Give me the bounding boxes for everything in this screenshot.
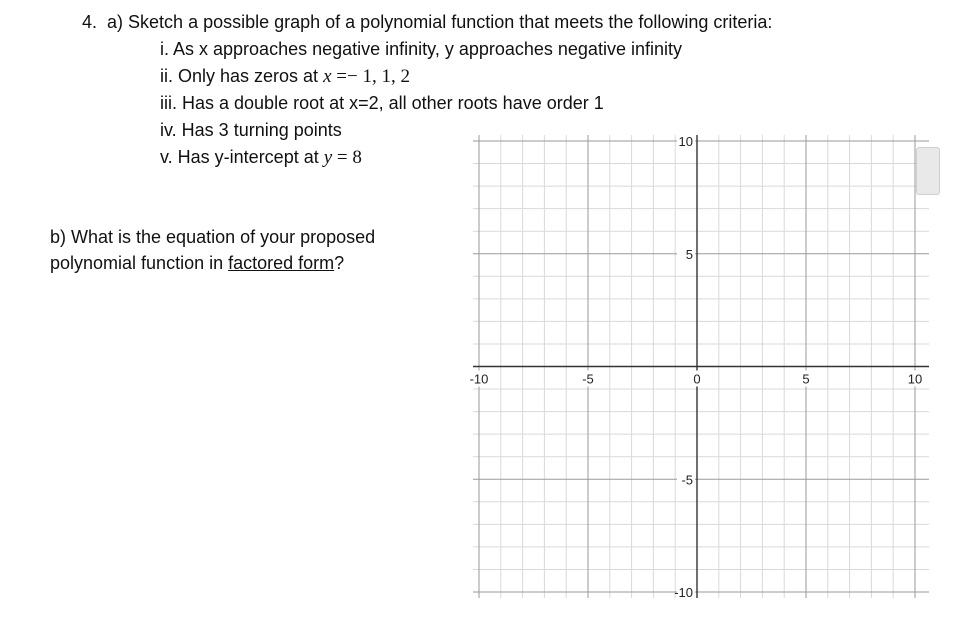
part-a-prompt: a) Sketch a possible graph of a polynomial function that meets the following criteria: bbox=[107, 12, 773, 32]
criterion-v-value: = 8 bbox=[332, 147, 362, 168]
y-tick-label: 10 bbox=[678, 134, 693, 149]
scrollbar-thumb[interactable] bbox=[916, 147, 940, 195]
question-number: 4. bbox=[82, 12, 98, 32]
criterion-i: i. As x approaches negative infinity, y approaches negative infinity bbox=[160, 39, 682, 59]
criterion-v-variable: y bbox=[323, 147, 333, 168]
criterion-iv: iv. Has 3 turning points bbox=[160, 120, 342, 140]
x-tick-label: 10 bbox=[907, 371, 923, 387]
x-tick-label: -5 bbox=[582, 371, 594, 387]
x-tick-label: -10 bbox=[469, 371, 489, 387]
x-tick-label: 5 bbox=[802, 371, 810, 387]
part-b-question-mark: ? bbox=[334, 253, 345, 273]
factored-form-link[interactable]: factored form bbox=[228, 253, 335, 273]
criterion-ii-variable: x bbox=[323, 66, 332, 87]
part-b-line-1: b) What is the equation of your proposed bbox=[50, 227, 376, 247]
criterion-v-text: v. Has y-intercept at bbox=[160, 147, 324, 167]
part-b-text: polynomial function in bbox=[50, 253, 229, 273]
criterion-ii-values: =− 1, 1, 2 bbox=[331, 66, 410, 87]
x-tick-label: 0 bbox=[693, 371, 701, 387]
y-tick-label: 5 bbox=[685, 246, 693, 262]
criterion-ii-text: ii. Only has zeros at bbox=[160, 66, 324, 86]
y-tick-label: -10 bbox=[674, 585, 693, 600]
criterion-iii: iii. Has a double root at x=2, all other roots have order 1 bbox=[160, 93, 604, 113]
y-tick-label: -5 bbox=[681, 472, 693, 488]
